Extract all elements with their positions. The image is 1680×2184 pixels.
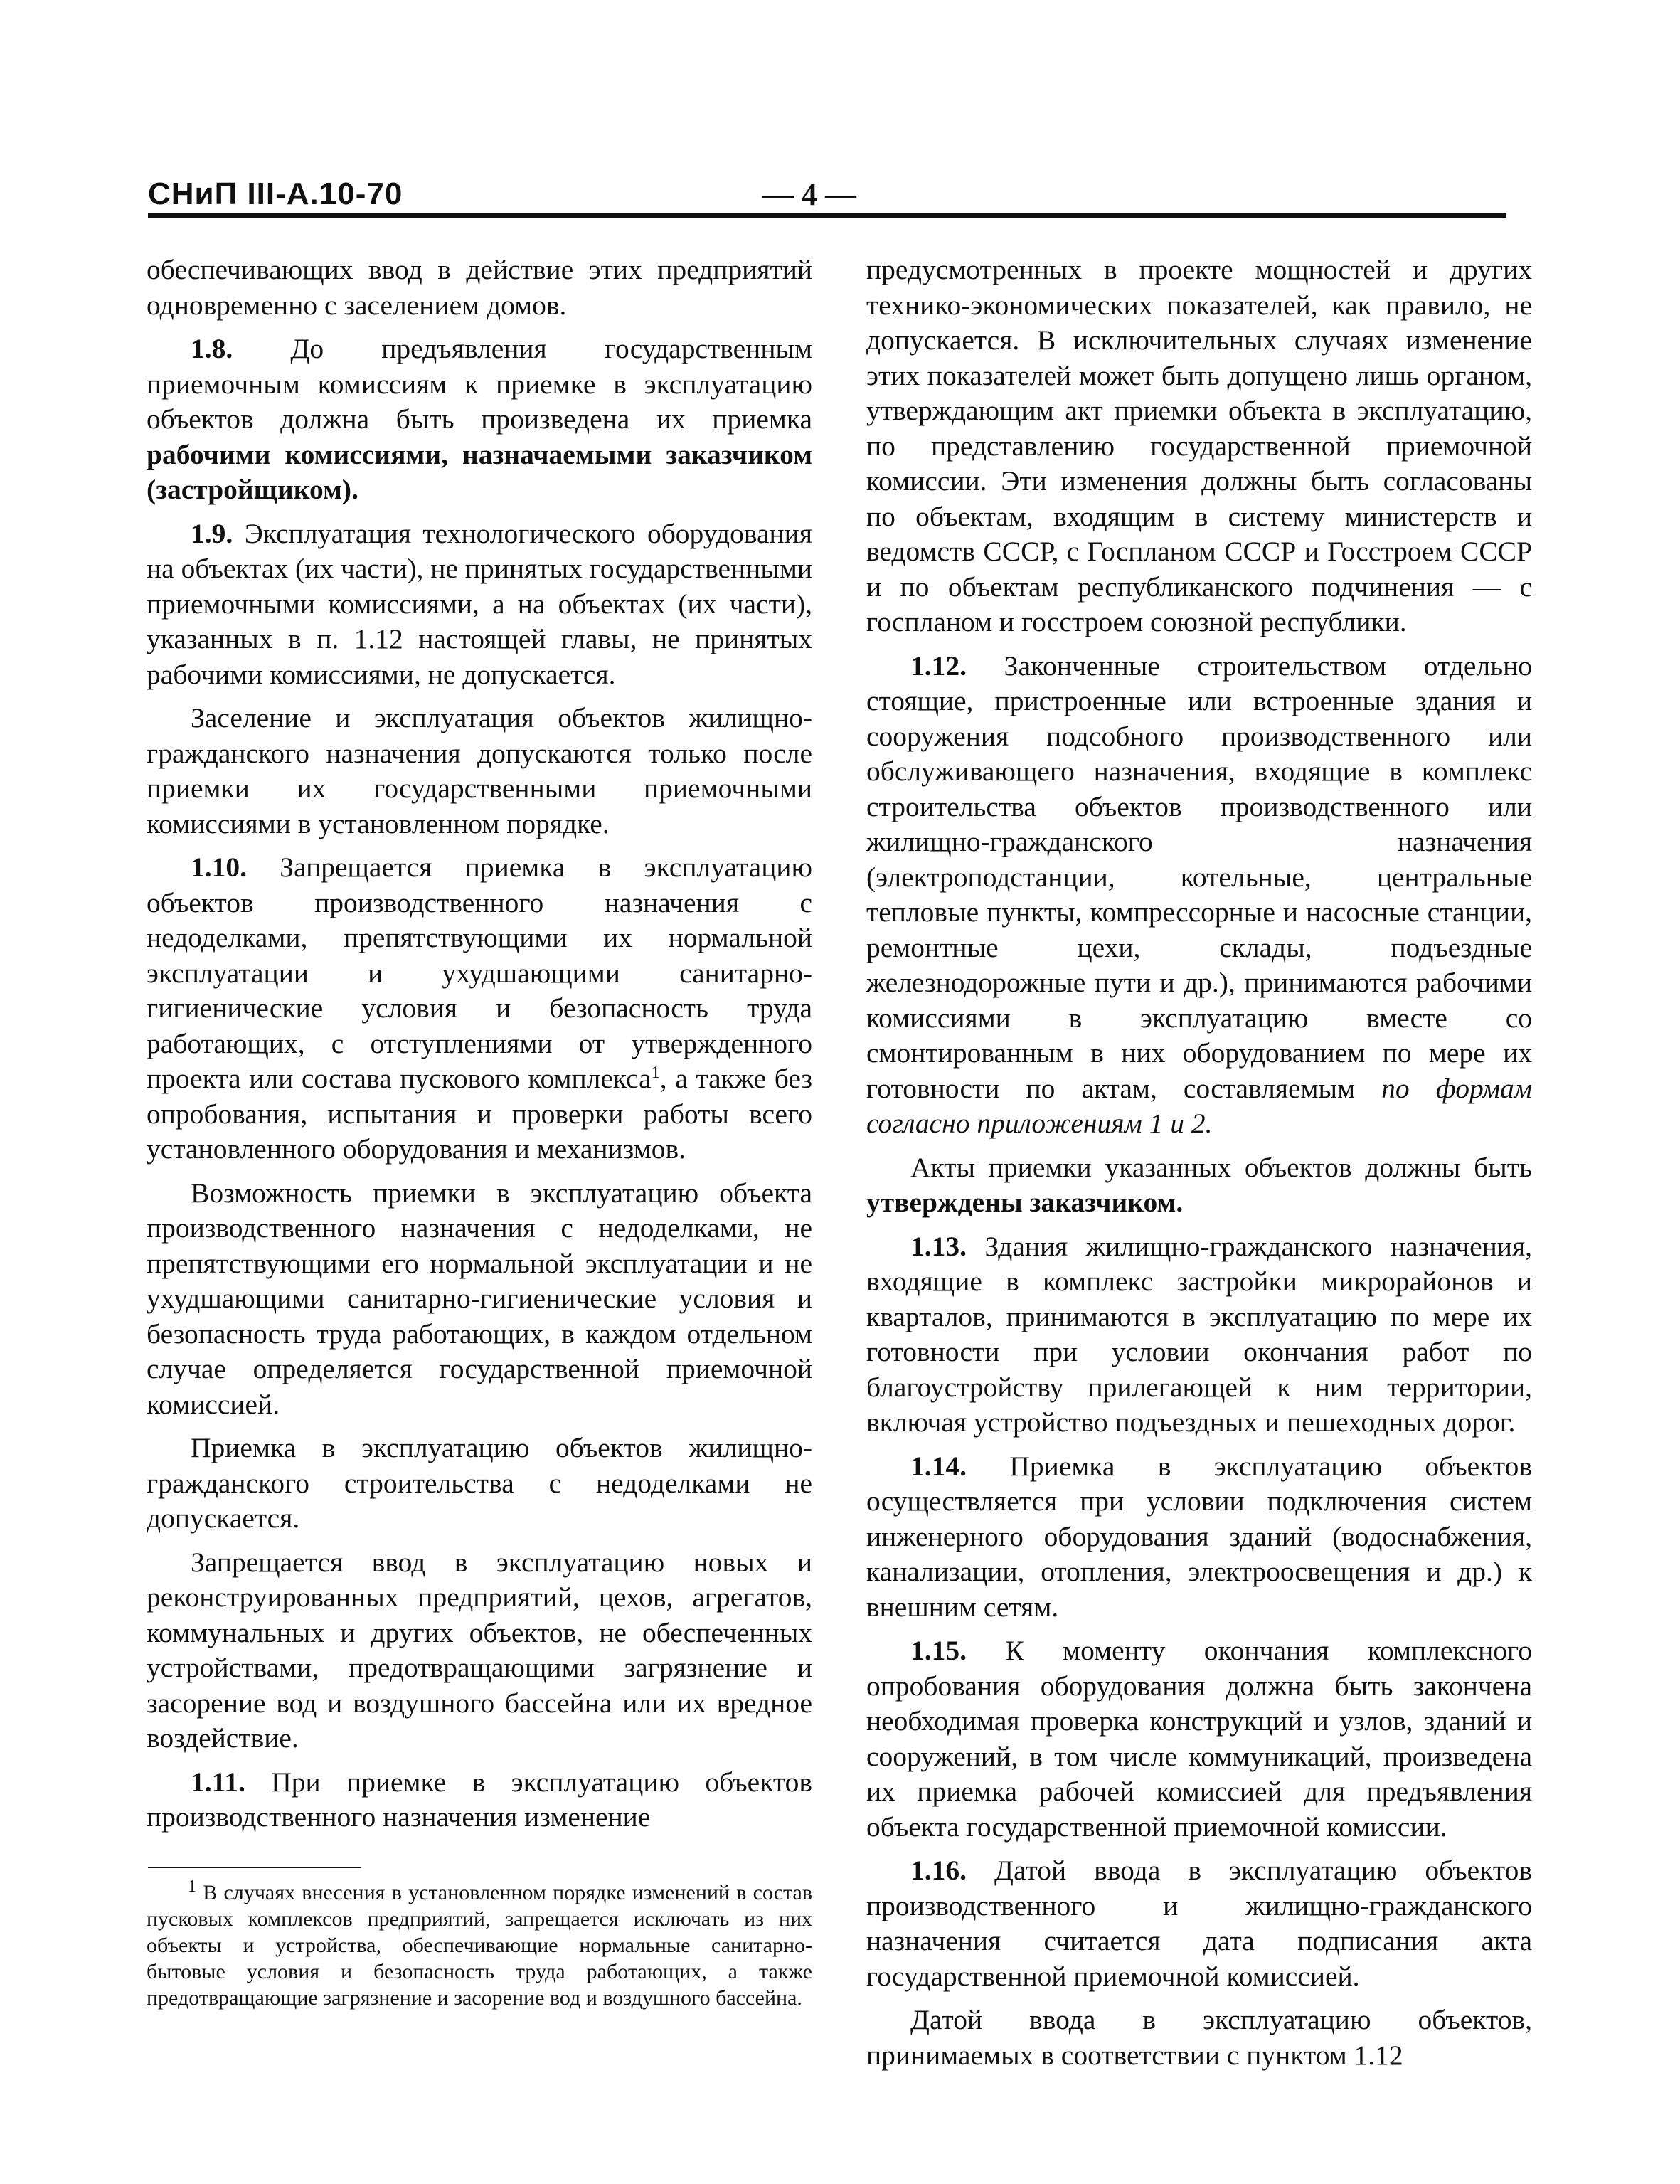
paragraph: Акты приемки указанных объектов должны быть утверждены заказчиком. [866, 1151, 1532, 1218]
left-column [147, 253, 812, 1844]
paragraph: Запрещается ввод в эксплуатацию новых и реконструированных предприятий, цехов, агрегатов, коммунальных и других объектов, не обеспеченных устройствами, предотвращающими загрязнение и засорение вод и воздушного бассейна или их вредное воздействие. [147, 1546, 812, 1754]
right-column [866, 253, 1532, 2082]
paragraph: обеспечивающих ввод в действие этих предприятий одновременно с заселением домов. [147, 254, 812, 321]
paragraph: Датой ввода в эксплуатацию объектов, принимаемых в соответствии с пунктом 1.12 [866, 2004, 1532, 2071]
section-number: 1.10. [191, 852, 247, 883]
footnote-mark: 1 [651, 1063, 660, 1082]
section-number: 1.12. [910, 650, 967, 682]
section-1-13: 1.13. Здания жилищно-гражданского назначения, входящие в комплекс застройки микрорайонов и кварталов, принимаются в эксплуатацию по мере их готовности при условии окончания работ по благоустройству прилегающей к ним территории, включая устройство подъездных и пешеходных дорог. [866, 1230, 1532, 1438]
section-1-15: 1.15. К моменту окончания комплексного опробования оборудования должна быть закончена необходимая проверка конструкций и узлов, зданий и сооружений, в том числе коммуникаций, произведена их приемка рабочей комиссией для предъявления объекта государственной приемочной комиссии. [866, 1635, 1532, 1843]
paragraph: предусмотренных в проекте мощностей и других технико-экономических показателей, как правило, не допускается. В исключительных случаях изменение этих показателей может быть допущено лишь органом, утверждающим акт приемки объекта в эксплуатацию, по представлению государственной приемочной комиссии. Эти изменения должны быть согласованы по объектам, входящим в систему министерств и ведомств СССР, с Госпланом СССР и Госстроем СССР и по объектам республиканского подчинения — с госпланом и госстроем союзной республики. [866, 254, 1532, 637]
section-1-16: 1.16. Датой ввода в эксплуатацию объектов производственного и жилищно-гражданского назначения считается дата подписания акта государственной приемочной комиссией. [866, 1855, 1532, 1992]
section-1-11: 1.11. При приемке в эксплуатацию объектов производственного назначения изменение [147, 1766, 812, 1833]
section-number: 1.8. [191, 333, 233, 364]
footnote: $^1$ В случаях внесения в установленном порядке изменений в состав пусковых комплексов предприятий, запрещается исключать из них объекты и устройства, обеспечивающие нормальные санитарно-бытовые условия и безопасность труда работающих, а также предотвращающие загрязнение и засорение вод и воздушного бассейна. [147, 1877, 812, 2010]
section-1-9: 1.9. Эксплуатация технологического оборудования на объектах (их части), не принятых государственными приемочными комиссиями, а на объектах (их части), указанных в п. 1.12 настоящей главы, не принятых рабочими комиссиями, не допускается. [147, 517, 812, 690]
footnote-rule [148, 1867, 361, 1868]
footnote-mark: 1 [188, 1877, 196, 1896]
paragraph: Возможность приемки в эксплуатацию объекта производственного назначения с недоделками, не препятствующими его нормальной эксплуатации и не ухудшающими санитарно-гигиенические условия и безопасность труда работающих, в каждом отдельном случае определяется государственной приемочной комиссией. [147, 1177, 812, 1420]
paragraph: Заселение и эксплуатация объектов жилищно-гражданского назначения допускаются только после приемки их государственными приемочными комиссиями в установленном порядке. [147, 702, 812, 839]
section-number: 1.13. [910, 1230, 967, 1262]
section-1-10: 1.10. Запрещается приемка в эксплуатацию объектов производственного назначения с недоделками, препятствующими их нормальной эксплуатации и ухудшающими санитарно-гигиенические условия и безопасность труда работающих, с отступлениями от утвержденного проекта или состава пускового комплекса$^1$, а также без опробования, испытания и проверки работы всего установленного оборудования и механизмов. [147, 852, 812, 1165]
section-1-12: 1.12. Законченные строительством отдельно стоящие, пристроенные или встроенные здания и сооружения подсобного производственного или обслуживающего назначения, входящие в комплекс строительства объектов производственного или жилищно-гражданского назначения (электроподстанции, котельные, центральные тепловые пункты, компрессорные и насосные станции, ремонтные цехи, склады, подъездные железнодорожные пути и др.), принимаются рабочими комиссиями в эксплуатацию вместе со смонтированным в них оборудованием по мере их готовности по актам, составляемым по формам согласно приложениям 1 и 2. [866, 650, 1532, 1139]
section-number: 1.9. [191, 517, 233, 549]
section-number: 1.14. [910, 1450, 967, 1482]
section-number: 1.16. [910, 1855, 967, 1886]
header-rule [148, 213, 1506, 218]
section-1-8: 1.8. До предъявления государственным приемочным комиссиям к приемке в эксплуатацию объектов должна быть произведена их приемка рабочими комиссиями, назначаемыми заказчиком (застройщиком). [147, 333, 812, 505]
paragraph: Приемка в эксплуатацию объектов жилищно-гражданского строительства с недоделками не допускается. [147, 1432, 812, 1534]
page-number: — 4 — [762, 177, 856, 212]
page-header [148, 171, 1506, 216]
section-number: 1.11. [191, 1766, 245, 1798]
document-code: СНиП III-А.10-70 [148, 176, 403, 211]
section-1-14: 1.14. Приемка в эксплуатацию объектов осуществляется при условии подключения систем инженерного оборудования зданий (водоснабжения, канализации, отопления, электроосвещения и др.) к внешним сетям. [866, 1450, 1532, 1623]
section-number: 1.15. [910, 1635, 967, 1666]
